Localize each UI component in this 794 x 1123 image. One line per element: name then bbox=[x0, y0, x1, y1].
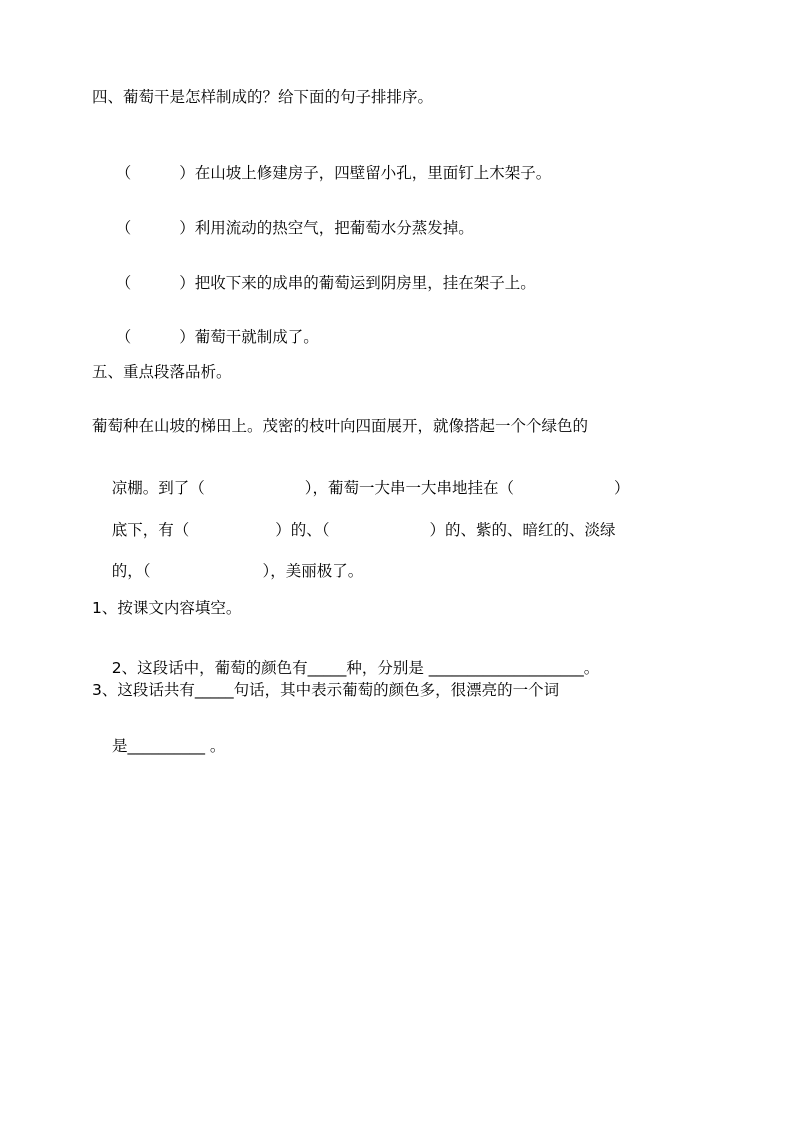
order-item-2 bbox=[96, 198, 474, 258]
order-item-text: 在山坡上修建房子，四壁留小孔，里面钉上木架子。 bbox=[194, 164, 552, 182]
order-item-text: 把收下来的成串的葡萄运到阴房里，挂在架子上。 bbox=[194, 274, 536, 292]
answer-open-paren: （ bbox=[115, 328, 132, 346]
section4-title: 四、葡萄干是怎样制成的？给下面的句子排排序。 bbox=[92, 88, 434, 106]
question-1: 1、按课文内容填空。 bbox=[92, 599, 242, 617]
passage-text: ） bbox=[614, 479, 630, 497]
answer-open-paren: （ bbox=[115, 219, 132, 237]
answer-open-paren: （ bbox=[115, 274, 132, 292]
passage-line-1: 葡萄种在山坡的梯田上。茂密的枝叶向四面展开，就像搭起一个个绿色的 bbox=[92, 417, 589, 435]
passage-text: ）的、紫的、暗红的、淡绿 bbox=[429, 521, 616, 539]
order-item-3 bbox=[96, 253, 536, 313]
question-3-continuation: 是__________ 。 bbox=[112, 737, 226, 755]
passage-text: 底下，有（ bbox=[111, 521, 190, 539]
passage-text: ），美丽极了。 bbox=[262, 562, 364, 580]
answer-close-paren: ） bbox=[179, 219, 195, 237]
answer-underline[interactable]: ____________________。 bbox=[428, 659, 600, 677]
answer-open-paren: （ bbox=[115, 164, 132, 182]
order-item-4 bbox=[96, 307, 319, 367]
passage-text: ）的、（ bbox=[275, 521, 330, 539]
order-item-text: 利用流动的热空气，把葡萄水分蒸发掉。 bbox=[194, 219, 474, 237]
passage-text: 的，（ bbox=[111, 562, 151, 580]
answer-close-paren: ） bbox=[179, 328, 195, 346]
passage-line-4 bbox=[92, 541, 363, 601]
section5-title: 五、重点段落品析。 bbox=[92, 363, 232, 381]
order-item-text: 葡萄干就制成了。 bbox=[194, 328, 319, 346]
question-3: 3、这段话共有_____句话，其中表示葡萄的颜色多，很漂亮的一个词 bbox=[92, 681, 560, 699]
passage-text: 凉棚。到了（ bbox=[111, 479, 205, 497]
question-text: 2、这段话中，葡萄的颜色有_____种，分别是 bbox=[111, 659, 429, 677]
order-item-1 bbox=[96, 143, 551, 203]
passage-text: ），葡萄一大串一大串地挂在（ bbox=[304, 479, 514, 497]
answer-close-paren: ） bbox=[179, 274, 195, 292]
answer-close-paren: ） bbox=[179, 164, 195, 182]
